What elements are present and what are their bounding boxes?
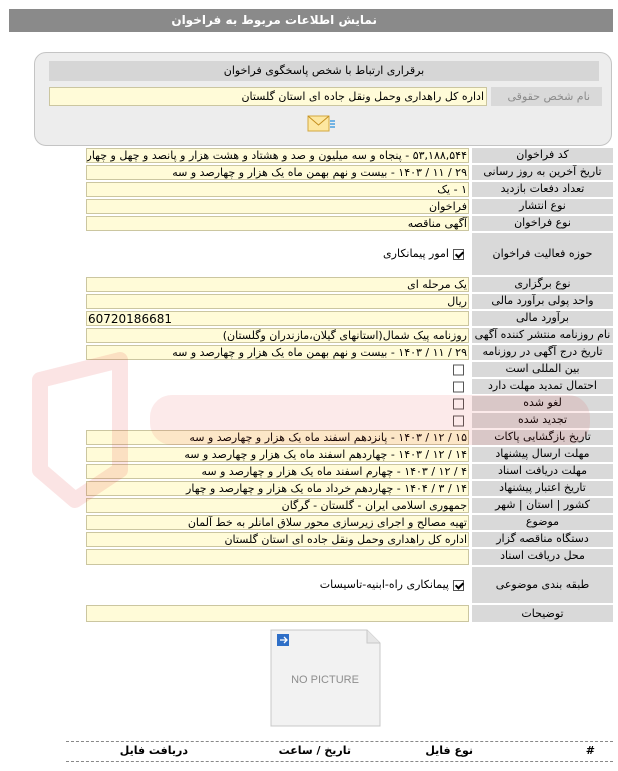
activity-checkbox-label: امور پیمانکاری	[383, 247, 449, 260]
views-label: تعداد دفعات بازدید	[472, 182, 613, 197]
row-opening-date	[86, 430, 613, 447]
offer-deadline-label: مهلت ارسال پیشنهاد	[472, 447, 613, 462]
row-description	[86, 605, 613, 624]
page-header: نمایش اطلاعات مربوط به فراخوان	[9, 9, 613, 32]
estimate-label: برآورد مالی	[472, 311, 613, 326]
files-col-type: نوع فایل	[425, 744, 473, 757]
no-picture-image	[269, 628, 382, 728]
category-checkbox-label: پیمانکاری راه-ابنیه-تاسیسات	[319, 578, 449, 591]
call-type-value: آگهی مناقصه	[86, 216, 469, 231]
category-value	[86, 567, 469, 603]
subject-value: تهیه مصالح و اجرای زیرسازی محور سلاق امانلر به خط آلمان	[86, 515, 469, 530]
row-ad-date	[86, 345, 613, 362]
row-organizer	[86, 532, 613, 549]
cancelled-checkbox[interactable]	[453, 398, 464, 409]
row-views	[86, 182, 613, 199]
renewed-label: تجدید شده	[472, 413, 613, 428]
files-table-header	[66, 741, 613, 762]
offer-validity-value: ۱۴ / ۳ / ۱۴۰۴ - چهاردهم خرداد ماه یک هزار و چهارصد و چهار	[86, 481, 469, 496]
organizer-label: دستگاه مناقصه گزار	[472, 532, 613, 547]
email-icon[interactable]	[306, 113, 336, 135]
files-col-num: #	[585, 744, 595, 757]
extension-label: احتمال تمدید مهلت دارد	[472, 379, 613, 394]
estimate-value: 60720186681	[86, 311, 469, 326]
row-call-type	[86, 216, 613, 233]
cancelled-value	[86, 396, 469, 411]
code-label: کد فراخوان	[472, 148, 613, 163]
ad-date-label: تاریخ درج آگهی در روزنامه	[472, 345, 613, 360]
files-col-date: تاریخ / ساعت	[278, 744, 351, 757]
description-label: توضیحات	[472, 605, 613, 622]
holding-type-value: یک مرحله ای	[86, 277, 469, 292]
views-value: ۱ - یک	[86, 182, 469, 197]
row-international	[86, 362, 613, 379]
last-update-value: ۲۹ / ۱۱ / ۱۴۰۳ - بیست و نهم بهمن ماه یک هزار و چهارصد و سه	[86, 165, 469, 180]
row-location	[86, 498, 613, 515]
row-offer-deadline	[86, 447, 613, 464]
international-value	[86, 362, 469, 377]
row-extension	[86, 379, 613, 396]
renewed-value	[86, 413, 469, 428]
subject-label: موضوع	[472, 515, 613, 530]
international-label: بین المللی است	[472, 362, 613, 377]
files-col-download: دریافت فایل	[119, 744, 188, 757]
docs-deadline-label: مهلت دریافت اسناد	[472, 464, 613, 479]
extension-checkbox[interactable]	[453, 381, 464, 392]
activity-checkbox-group	[383, 247, 464, 261]
contact-title: برقراری ارتباط با شخص پاسخگوی فراخوان	[49, 61, 599, 81]
opening-date-value: ۱۵ / ۱۲ / ۱۴۰۳ - پانزدهم اسفند ماه یک هزار و چهارصد و سه	[86, 430, 469, 445]
renewed-checkbox-wrap	[453, 415, 464, 426]
location-value: جمهوری اسلامی ایران - گلستان - گرگان	[86, 498, 469, 513]
row-activity	[86, 233, 613, 277]
international-checkbox-wrap	[453, 364, 464, 375]
category-label: طبقه بندی موضوعی	[472, 567, 613, 603]
no-picture-text: NO PICTURE	[291, 674, 359, 686]
description-value	[86, 605, 469, 622]
currency-label: واحد پولی برآورد مالی	[472, 294, 613, 309]
row-subject	[86, 515, 613, 532]
offer-validity-label: تاریخ اعتبار پیشنهاد	[472, 481, 613, 496]
legal-person-label: نام شخص حقوقی	[491, 87, 602, 106]
international-checkbox[interactable]	[453, 364, 464, 375]
ad-date-value: ۲۹ / ۱۱ / ۱۴۰۳ - بیست و نهم بهمن ماه یک هزار و چهارصد و سه	[86, 345, 469, 360]
row-estimate	[86, 311, 613, 328]
row-offer-validity	[86, 481, 613, 498]
publish-type-value: فراخوان	[86, 199, 469, 214]
contact-panel	[34, 52, 612, 146]
holding-type-label: نوع برگزاری	[472, 277, 613, 292]
organizer-value: اداره کل راهداری وحمل ونقل جاده ای استان گلستان	[86, 532, 469, 547]
category-checkbox[interactable]	[453, 580, 464, 591]
row-publish-type	[86, 199, 613, 216]
row-cancelled	[86, 396, 613, 413]
docs-deadline-value: ۴ / ۱۲ / ۱۴۰۳ - چهارم اسفند ماه یک هزار و چهارصد و سه	[86, 464, 469, 479]
renewed-checkbox[interactable]	[453, 415, 464, 426]
cancelled-checkbox-wrap	[453, 398, 464, 409]
row-code	[86, 148, 613, 165]
category-checkbox-group	[320, 578, 464, 592]
publish-type-label: نوع انتشار	[472, 199, 613, 214]
offer-deadline-value: ۱۴ / ۱۲ / ۱۴۰۳ - چهاردهم اسفند ماه یک هزار و چهارصد و سه	[86, 447, 469, 462]
row-renewed	[86, 413, 613, 430]
opening-date-label: تاریخ بازگشایی پاکات	[472, 430, 613, 445]
row-category	[86, 567, 613, 605]
extension-checkbox-wrap	[453, 381, 464, 392]
extension-value	[86, 379, 469, 394]
location-label: کشور | استان | شهر	[472, 498, 613, 513]
last-update-label: تاریخ آخرین به روز رسانی	[472, 165, 613, 180]
row-newspaper	[86, 328, 613, 345]
docs-location-value	[86, 549, 469, 565]
activity-checkbox[interactable]	[453, 249, 464, 260]
legal-person-value: اداره کل راهداری وحمل ونقل جاده ای استان گلستان	[49, 87, 487, 106]
docs-location-label: محل دریافت اسناد	[472, 549, 613, 565]
row-currency	[86, 294, 613, 311]
newspaper-label: نام روزنامه منتشر کننده آگهی	[472, 328, 613, 343]
activity-label: حوزه فعالیت فراخوان	[472, 233, 613, 275]
row-holding-type	[86, 277, 613, 294]
activity-value	[86, 233, 469, 275]
newspaper-value: روزنامه پیک شمال(استانهای گیلان،مازندران وگلستان)	[86, 328, 469, 343]
row-last-update	[86, 165, 613, 182]
row-docs-deadline	[86, 464, 613, 481]
currency-value: ریال	[86, 294, 469, 309]
cancelled-label: لغو شده	[472, 396, 613, 411]
code-value: ۵۳,۱۸۸,۵۴۴ - پنجاه و سه میلیون و صد و هشتاد و هشت هزار و پانصد و چهل و چهار	[86, 149, 467, 162]
row-docs-location	[86, 549, 613, 567]
call-type-label: نوع فراخوان	[472, 216, 613, 231]
